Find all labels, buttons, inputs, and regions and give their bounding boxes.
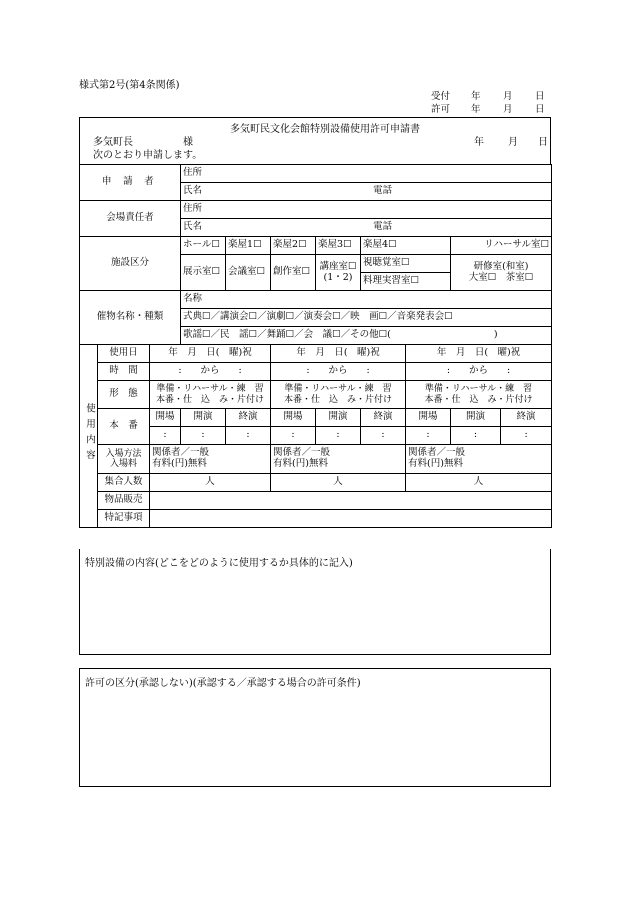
show-end-label-2: 終演 [361, 409, 406, 427]
facility-greenroom2-checkbox[interactable]: 楽屋2☐ [271, 237, 316, 255]
show-end-label-1: 終演 [226, 409, 271, 427]
usage-time-cell-1[interactable]: : から : [150, 363, 271, 381]
facility-training-checkbox[interactable] [451, 255, 552, 291]
received-label: 受付 [431, 91, 451, 102]
usage-form-cell-1[interactable] [150, 381, 271, 409]
show-open-label-3: 開場 [406, 409, 451, 427]
manager-label: 会場責任者 [80, 201, 181, 237]
usage-show-label: 本 番 [98, 409, 150, 445]
show-start-time-2[interactable]: : [316, 427, 361, 445]
usage-time-cell-3[interactable]: : から : [406, 363, 552, 381]
admission-fee: 有料(円)無料 [408, 458, 463, 469]
facility-greenroom3-checkbox[interactable]: 楽屋3☐ [316, 237, 361, 255]
attendance-cell-1[interactable]: 人 [150, 474, 271, 492]
permit-day-unit: 日 [535, 104, 545, 115]
usage-form-cell-2[interactable] [271, 381, 406, 409]
permit-year-unit: 年 [471, 104, 481, 115]
intro-text: 次のとおり申請します。 [93, 150, 203, 161]
facility-cooking-checkbox[interactable]: 料理実習室☐ [361, 273, 451, 291]
applicant-address-field[interactable] [181, 165, 552, 183]
event-other-close-paren: ) [493, 329, 498, 341]
facility-label: 施設区分 [80, 237, 181, 291]
usage-form-line1: 準備・リハーサル・練 習 [156, 384, 264, 395]
facility-greenroom4-checkbox[interactable]: 楽屋4☐ [361, 237, 451, 255]
honorific: 様 [183, 137, 193, 148]
application-year-unit: 年 [474, 137, 484, 148]
sales-label: 物品販売 [98, 492, 150, 510]
facility-training-line1: 研修室(和室) [473, 260, 529, 272]
show-start-label-3: 開演 [451, 409, 501, 427]
facility-hall-checkbox[interactable]: ホール☐ [181, 237, 226, 255]
usage-time-label: 時 間 [98, 363, 150, 381]
received-year-unit: 年 [471, 91, 481, 102]
special-equipment-label: 特別設備の内容(どこをどのように使用するか具体的に記入) [85, 558, 353, 569]
manager-phone-label: 電話 [373, 221, 393, 233]
facility-exhibition-checkbox[interactable]: 展示室☐ [181, 255, 226, 291]
applicant-name-label: 氏名 [183, 185, 203, 197]
show-start-time-3[interactable]: : [451, 427, 501, 445]
facility-lecture-checkbox[interactable] [316, 255, 361, 291]
admission-cell-1[interactable] [150, 445, 271, 474]
usage-form-line2: 本番・仕 込 み・片付け [284, 394, 393, 405]
manager-address-label: 住所 [183, 203, 203, 215]
facility-lecture-line2: (1・2) [323, 271, 353, 283]
event-label: 催物名称・種類 [80, 291, 181, 345]
permission-label: 許可の区分(承認しない)(承認する／承認する場合の許可条件) [85, 678, 361, 689]
usage-form-line2: 本番・仕 込 み・片付け [156, 394, 265, 405]
attendance-label: 集合人数 [98, 474, 150, 492]
usage-form-line2: 本番・仕 込 み・片付け [424, 394, 533, 405]
usage-date-cell-1[interactable]: 年 月 日( 曜)祝 [150, 345, 271, 363]
event-name-field[interactable] [181, 291, 552, 309]
facility-rehearsal-checkbox[interactable]: リハーサル室☐ [451, 237, 552, 255]
show-start-label-2: 開演 [316, 409, 361, 427]
application-form-table [79, 164, 552, 528]
addressee: 多気町長 [93, 137, 133, 148]
usage-time-cell-2[interactable]: : から : [271, 363, 406, 381]
event-types-row2-text: 歌謡☐／民 謡☐／舞踊☐／会 議☐／その他☐( [183, 329, 391, 341]
manager-name-field[interactable] [181, 219, 552, 237]
show-open-time-2[interactable]: : [271, 427, 316, 445]
received-month-unit: 月 [503, 91, 513, 102]
event-types-row2[interactable] [181, 327, 552, 345]
facility-lecture-line1: 講座室☐ [319, 260, 357, 272]
notes-label: 特記事項 [98, 510, 150, 528]
application-header-box [79, 117, 551, 165]
event-name-label: 名称 [183, 293, 203, 305]
attendance-cell-2[interactable]: 人 [271, 474, 406, 492]
admission-label-line1: 入場方法 [105, 448, 142, 459]
show-open-time-3[interactable]: : [406, 427, 451, 445]
show-start-label-1: 開演 [181, 409, 226, 427]
show-end-time-1[interactable]: : [226, 427, 271, 445]
admission-type: 関係者／一般 [273, 447, 331, 459]
facility-meeting-checkbox[interactable]: 会議室☐ [226, 255, 271, 291]
admission-label [98, 445, 150, 474]
admission-type: 関係者／一般 [408, 447, 466, 459]
facility-creative-checkbox[interactable]: 創作室☐ [271, 255, 316, 291]
admission-fee: 有料(円)無料 [152, 458, 207, 469]
usage-date-label: 使用日 [98, 345, 150, 363]
usage-form-line1: 準備・リハーサル・練 習 [424, 384, 533, 395]
usage-date-cell-3[interactable]: 年 月 日( 曜)祝 [406, 345, 552, 363]
show-start-time-1[interactable]: : [181, 427, 226, 445]
usage-date-cell-2[interactable]: 年 月 日( 曜)祝 [271, 345, 406, 363]
received-day-unit: 日 [535, 91, 545, 102]
show-open-label-2: 開場 [271, 409, 316, 427]
sales-field[interactable] [150, 492, 552, 510]
show-end-time-3[interactable]: : [501, 427, 552, 445]
facility-av-checkbox[interactable]: 視聴覚室☐ [361, 255, 451, 273]
manager-name-label: 氏名 [183, 221, 203, 233]
application-month-unit: 月 [508, 137, 518, 148]
applicant-name-field[interactable] [181, 183, 552, 201]
application-day-unit: 日 [538, 137, 548, 148]
form-number-label: 様式第2号(第4条関係) [79, 80, 180, 91]
admission-cell-2[interactable] [271, 445, 406, 474]
show-end-time-2[interactable]: : [361, 427, 406, 445]
special-equipment-box[interactable] [79, 549, 551, 655]
usage-form-label: 形 態 [98, 381, 150, 409]
facility-greenroom1-checkbox[interactable]: 楽屋1☐ [226, 237, 271, 255]
event-types-row1[interactable]: 式典☐／講演会☐／演劇☐／演奏会☐／映 画☐／音楽発表会☐ [181, 309, 552, 327]
permission-box[interactable] [79, 668, 551, 787]
applicant-phone-label: 電話 [373, 185, 393, 197]
notes-field[interactable] [150, 510, 552, 528]
applicant-label: 申 請 者 [80, 165, 181, 201]
usage-side-label: 使用内容 [80, 345, 98, 528]
permit-month-unit: 月 [503, 104, 513, 115]
permit-label: 許可 [431, 104, 451, 115]
show-open-time-1[interactable]: : [150, 427, 181, 445]
facility-training-line2: 大室☐ 茶室☐ [468, 271, 534, 283]
attendance-cell-3[interactable]: 人 [406, 474, 552, 492]
usage-form-cell-3[interactable] [406, 381, 552, 409]
admission-type: 関係者／一般 [152, 447, 210, 459]
admission-label-line2: 入場料 [109, 459, 137, 469]
admission-fee: 有料(円)無料 [273, 458, 328, 469]
applicant-address-label: 住所 [183, 167, 203, 179]
show-end-label-3: 終演 [501, 409, 552, 427]
form-title: 多気町民文化会館特別設備使用許可申請書 [230, 124, 420, 135]
admission-cell-3[interactable] [406, 445, 552, 474]
show-open-label-1: 開場 [150, 409, 181, 427]
manager-address-field[interactable] [181, 201, 552, 219]
usage-form-line1: 準備・リハーサル・練 習 [284, 384, 392, 395]
